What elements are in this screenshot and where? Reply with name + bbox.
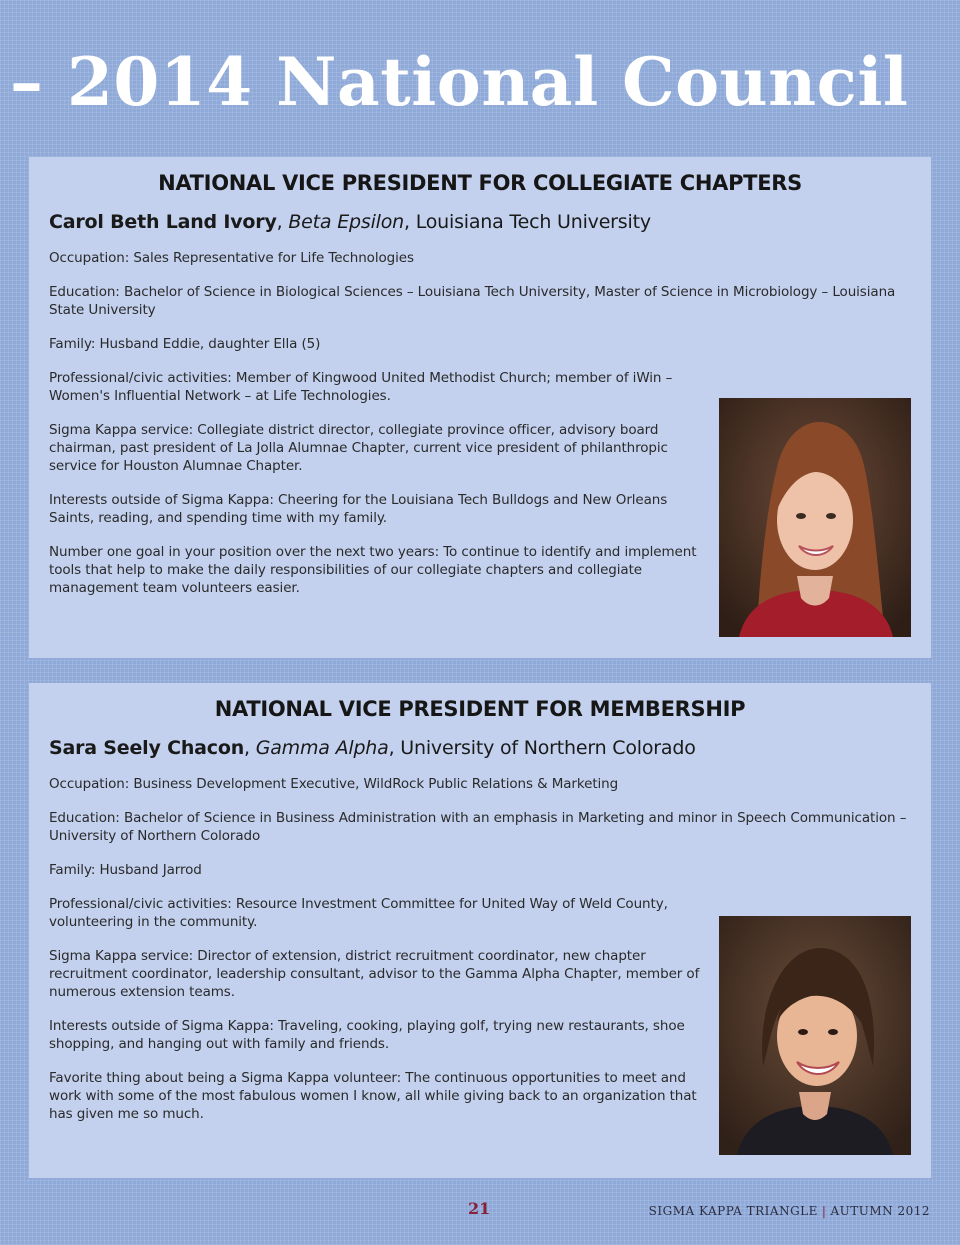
- profile-name-line: Sara Seely Chacon, Gamma Alpha, University of Northern Colorado: [49, 737, 696, 759]
- profile-panel-collegiate: [29, 157, 931, 658]
- portrait-illustration: [719, 398, 911, 637]
- person-name: Carol Beth Land Ivory: [49, 211, 277, 233]
- portrait-photo-sara: [719, 916, 911, 1155]
- page-headline: – 2014 National Council: [10, 43, 909, 121]
- issue-label: AUTUMN 2012: [830, 1204, 930, 1218]
- bio-interests: Interests outside of Sigma Kappa: Cheering for the Louisiana Tech Bulldogs and New Orleans Saints, reading, and spending time with my family.: [49, 492, 668, 526]
- publication-name: SIGMA KAPPA TRIANGLE: [648, 1204, 818, 1218]
- university-name: University of Northern Colorado: [400, 737, 696, 759]
- bio-education: Education: Bachelor of Science in Business Administration with an emphasis in Marketing and minor in Speech Communication – University of Northern Colorado: [49, 810, 907, 844]
- university-name: Louisiana Tech University: [415, 211, 651, 233]
- bio-favorite: Favorite thing about being a Sigma Kappa volunteer: The continuous opportunities to meet and work with some of the most fabulous women I know, all while giving back to an organization that has given me so much.: [49, 1070, 697, 1122]
- section-title: NATIONAL VICE PRESIDENT FOR MEMBERSHIP: [214, 697, 746, 721]
- page-number: 21: [468, 1199, 491, 1218]
- bio-education: Education: Bachelor of Science in Biological Sciences – Louisiana Tech University, Master of Science in Microbiology – Louisiana State University: [49, 284, 896, 318]
- bio-professional: Professional/civic activities: Member of Kingwood United Methodist Church; member of iWin – Women's Influential Network – at Life Technologies.: [49, 370, 673, 404]
- bio-occupation: Occupation: Sales Representative for Life Technologies: [49, 250, 414, 266]
- person-name: Sara Seely Chacon: [49, 737, 245, 759]
- profile-panel-membership: [29, 683, 931, 1178]
- footer-separator: |: [821, 1204, 827, 1218]
- bio-professional: Professional/civic activities: Resource Investment Committee for United Way of Weld County, volunteering in the community.: [49, 896, 668, 930]
- publication-footer: [649, 1204, 930, 1218]
- section-title: NATIONAL VICE PRESIDENT FOR COLLEGIATE CHAPTERS: [158, 171, 802, 195]
- chapter-name: Gamma Alpha: [255, 737, 389, 759]
- bio-occupation: Occupation: Business Development Executive, WildRock Public Relations & Marketing: [49, 776, 619, 792]
- bio-service: Sigma Kappa service: Collegiate district director, collegiate province officer, advisory board chairman, past president of La Jolla Alumnae Chapter, current vice president of philanthropic service for Houston Alumnae Chapter.: [49, 422, 668, 474]
- profile-name-line: Carol Beth Land Ivory, Beta Epsilon, Louisiana Tech University: [49, 211, 651, 233]
- bio-goal: Number one goal in your position over the next two years: To continue to identify and implement tools that help to make the daily responsibilities of our collegiate chapters and collegiate management team volunteers easier.: [49, 544, 697, 596]
- bio-interests: Interests outside of Sigma Kappa: Traveling, cooking, playing golf, trying new restaurants, shoe shopping, and hanging out with family and friends.: [49, 1018, 685, 1052]
- bio-family: Family: Husband Eddie, daughter Ella (5): [49, 336, 321, 352]
- portrait-photo-carol: [719, 398, 911, 637]
- bio-family: Family: Husband Jarrod: [49, 862, 202, 878]
- bio-service: Sigma Kappa service: Director of extension, district recruitment coordinator, new chapter recruitment coordinator, leadership consultant, advisor to the Gamma Alpha Chapter, member of numerous extension teams.: [49, 948, 700, 1000]
- chapter-name: Beta Epsilon: [288, 211, 404, 233]
- portrait-illustration: [719, 916, 911, 1155]
